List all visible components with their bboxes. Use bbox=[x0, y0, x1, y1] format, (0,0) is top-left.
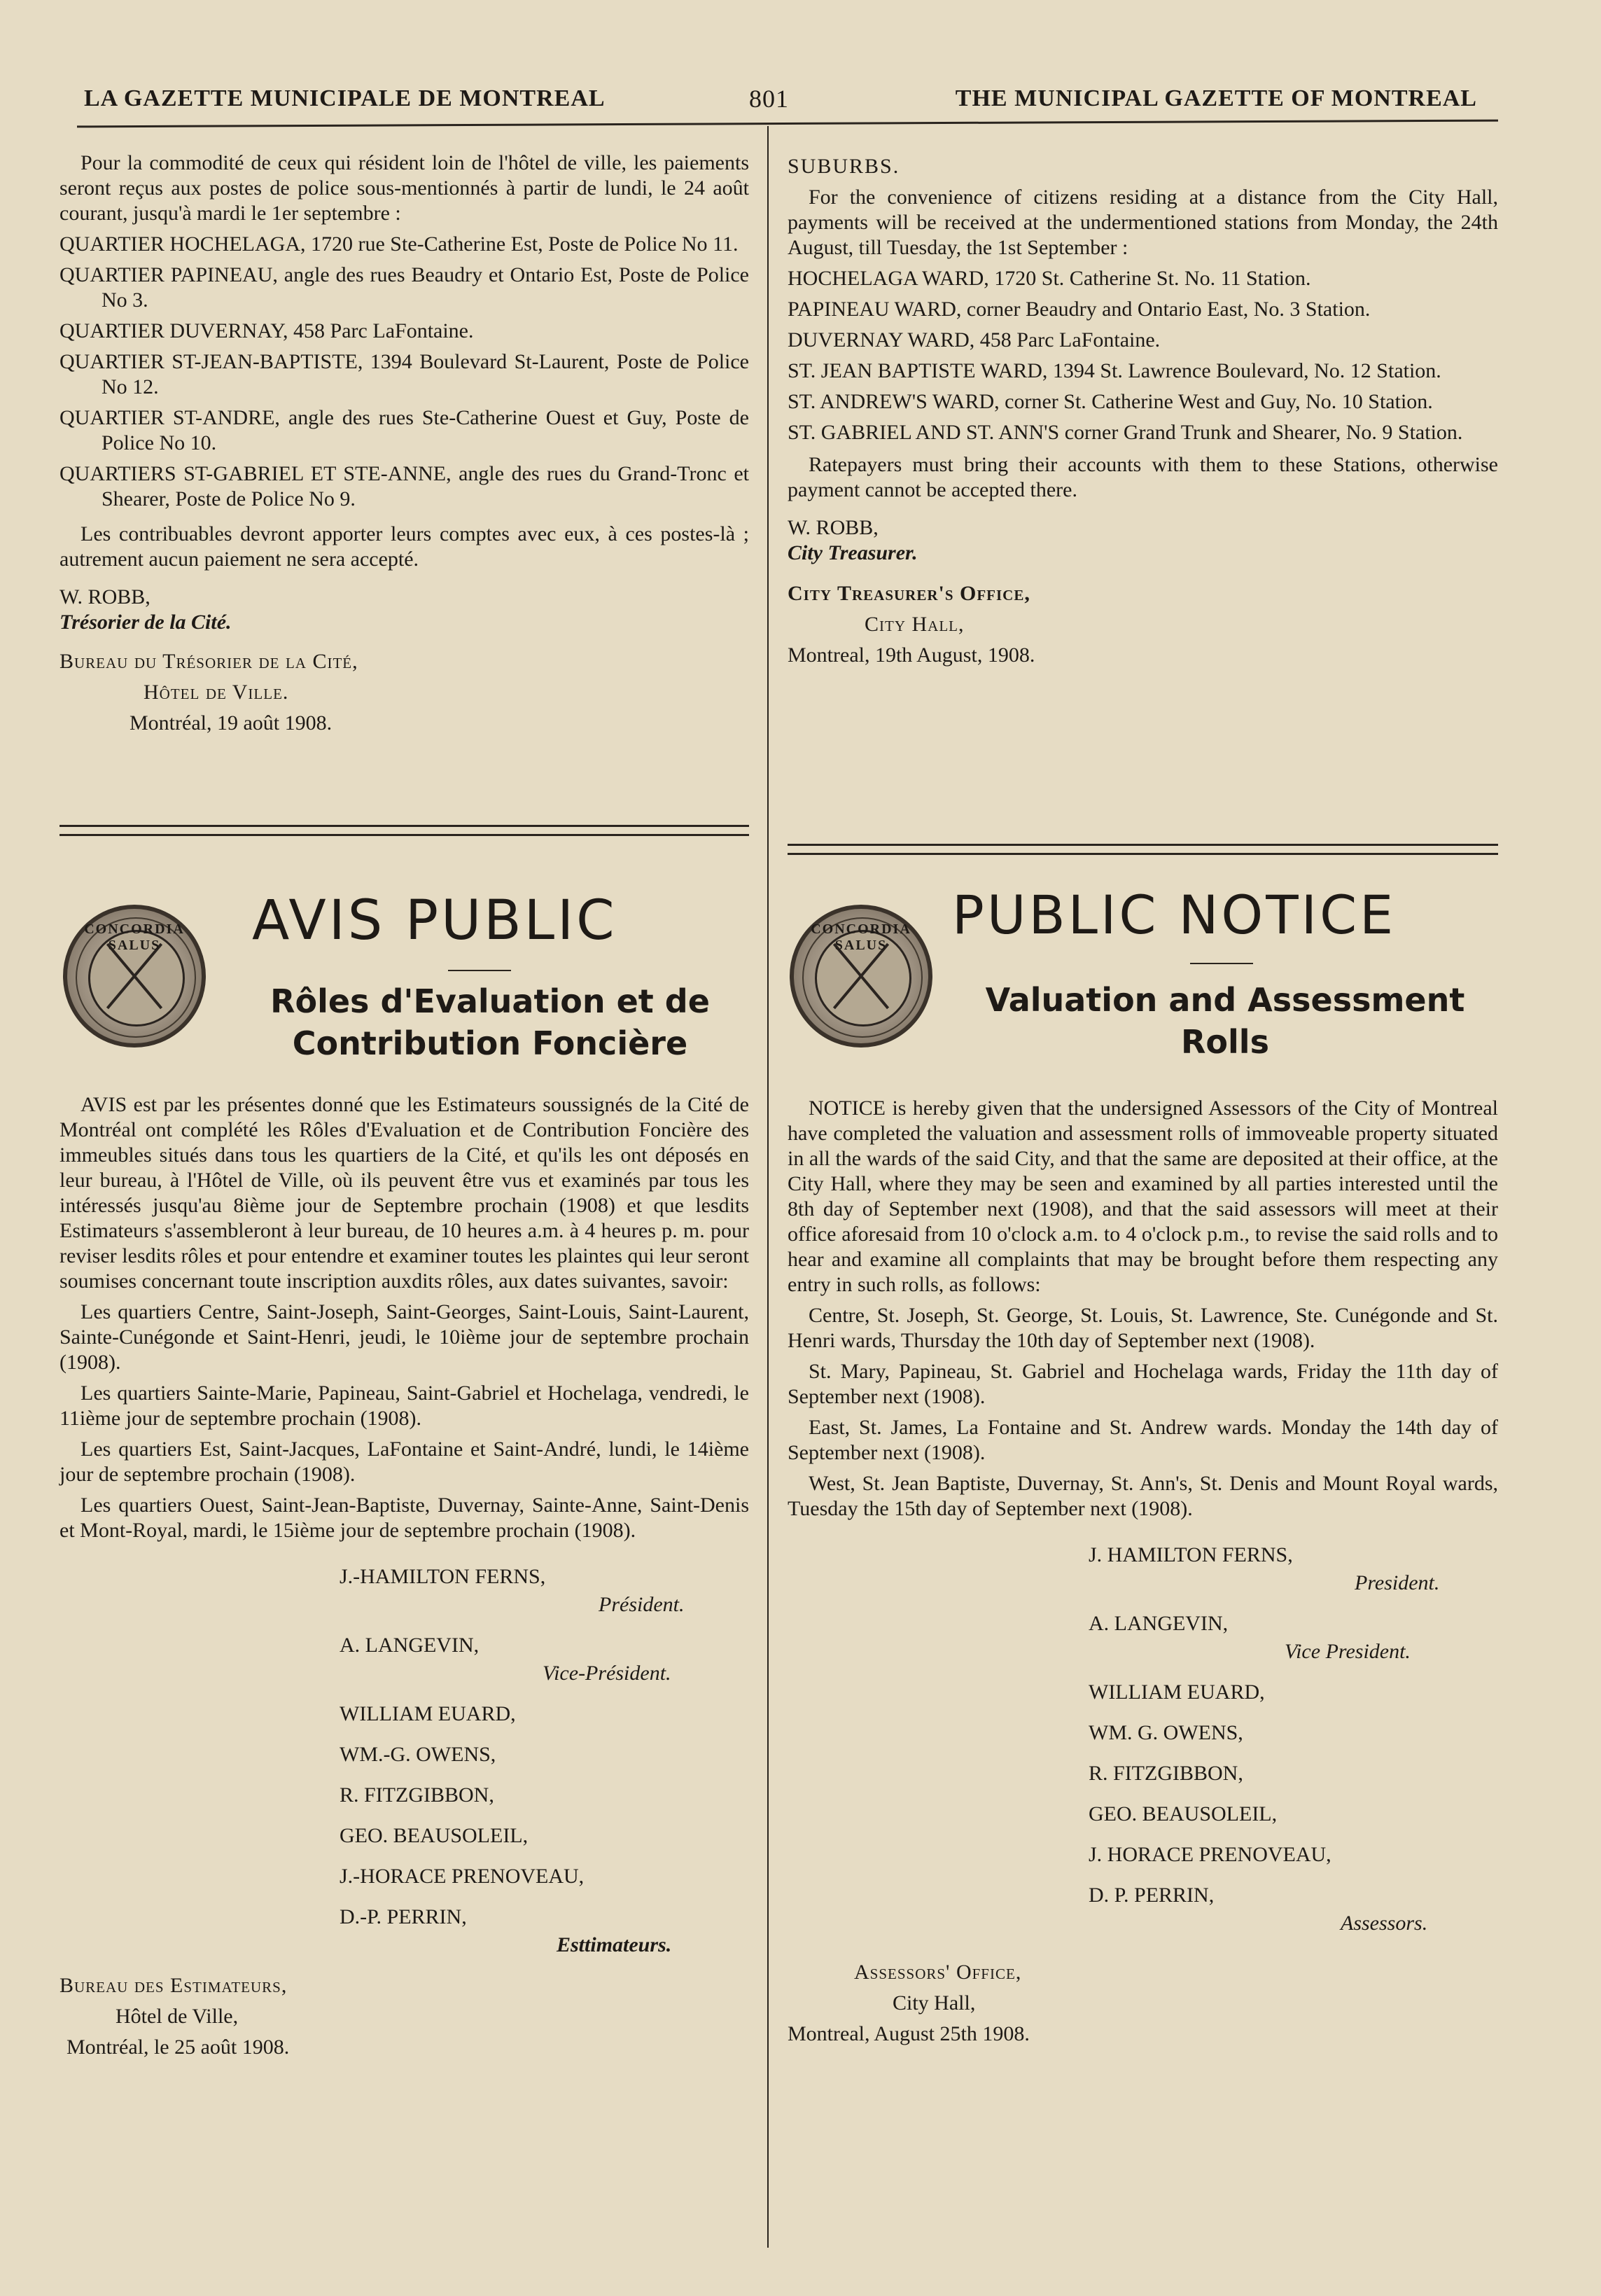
en-notice-subtitle bbox=[959, 979, 1491, 1063]
fr-subtitle-line2: Contribution Foncière bbox=[292, 1024, 688, 1062]
en-assessors-office: Assessors' Office, bbox=[854, 1961, 1022, 1984]
fr-assessors-hall: Hôtel de Ville, bbox=[116, 2005, 239, 2028]
fr-notice-p3: Les quartiers Sainte-Marie, Papineau, Saint-Gabriel et Hochelaga, vendredi, le 11ième jour de septembre prochain (1908). bbox=[60, 1382, 749, 1430]
fr-signatories bbox=[60, 1564, 749, 1958]
fr-name: R. FITZGIBBON, bbox=[340, 1783, 494, 1807]
en-item: ST. GABRIEL AND ST. ANN'S corner Grand Trunk and Shearer, No. 9 Station. bbox=[788, 421, 1463, 444]
en-section-rule bbox=[788, 844, 1498, 855]
fr-item: QUARTIER ST-JEAN-BAPTISTE, 1394 Boulevard St-Laurent, Poste de Police No 12. bbox=[60, 350, 749, 398]
fr-notice-p4: Les quartiers Est, Saint-Jacques, LaFontaine et Saint-André, lundi, le 14ième jour de septembre prochain (1908). bbox=[60, 1438, 749, 1486]
fr-role: Vice-Président. bbox=[543, 1662, 671, 1685]
page-number: 801 bbox=[749, 85, 789, 113]
en-notice-p3: St. Mary, Papineau, St. Gabriel and Hochelaga wards, Friday the 11th day of September next (1908). bbox=[788, 1360, 1498, 1408]
fr-date: Montréal, 19 août 1908. bbox=[130, 711, 333, 735]
fr-name: J.-HAMILTON FERNS, bbox=[340, 1565, 546, 1588]
en-subtitle-line1: Valuation and Assessment bbox=[985, 981, 1465, 1019]
header-rule bbox=[77, 120, 1498, 128]
en-signature-name: W. ROBB, bbox=[788, 516, 879, 539]
en-notice-p1: NOTICE is hereby given that the undersigned Assessors of the City of Montreal have completed the valuation and assessment rolls of immoveable property situated in all the wards of the said City, and that the same are deposited at their office, at the City Hall, where they may be seen and examined by all parties interested until the 8th day of September next (1908), and that the said assessors will meet at their office aforesaid from 10 o'clock a.m. to 4 o'clock p.m., to revise the said rolls and to hear and examine all complaints that may be brought before them respecting any entry in such rolls, as follows: bbox=[788, 1097, 1498, 1296]
fr-section-rule bbox=[60, 825, 749, 836]
en-role: Assessors. bbox=[1341, 1912, 1428, 1935]
fr-item: QUARTIER HOCHELAGA, 1720 rue Ste-Catherine Est, Poste de Police No 11. bbox=[60, 232, 739, 256]
header-left-title: LA GAZETTE MUNICIPALE DE MONTREAL bbox=[84, 85, 606, 111]
seal-motto: CONCORDIA SALUS bbox=[811, 921, 911, 953]
en-item: DUVERNAY WARD, 458 Parc LaFontaine. bbox=[788, 328, 1161, 352]
en-role: Vice President. bbox=[1285, 1640, 1411, 1663]
fr-item: QUARTIER DUVERNAY, 458 Parc LaFontaine. bbox=[60, 319, 474, 342]
en-name: GEO. BEAUSOLEIL, bbox=[1089, 1802, 1278, 1825]
en-item: PAPINEAU WARD, corner Beaudry and Ontario East, No. 3 Station. bbox=[788, 298, 1371, 321]
fr-title-rule bbox=[448, 970, 511, 971]
en-notice-title: PUBLIC NOTICE bbox=[952, 884, 1397, 946]
en-notice-p2: Centre, St. Joseph, St. George, St. Louis, St. Lawrence, Ste. Cunégonde and St. Henri wards, Thursday the 10th day of September next (1908). bbox=[788, 1304, 1498, 1352]
city-seal-icon bbox=[63, 905, 206, 1048]
en-title-rule bbox=[1190, 963, 1253, 964]
fr-signature-title: Trésorier de la Cité. bbox=[60, 611, 232, 634]
en-date: Montreal, 19th August, 1908. bbox=[788, 643, 1035, 667]
fr-name: D.-P. PERRIN, bbox=[340, 1905, 467, 1928]
fr-notice-p5: Les quartiers Ouest, Saint-Jean-Baptiste, Duvernay, Sainte-Anne, Saint-Denis et Mont-Royal, mardi, le 15ième jour de septembre prochain (1908). bbox=[60, 1494, 749, 1542]
en-name: J. HAMILTON FERNS, bbox=[1089, 1543, 1293, 1566]
page-header bbox=[77, 78, 1505, 120]
fr-role: Président. bbox=[599, 1593, 685, 1616]
en-item: ST. JEAN BAPTISTE WARD, 1394 St. Lawrence Boulevard, No. 12 Station. bbox=[788, 359, 1441, 382]
fr-subtitle-line1: Rôles d'Evaluation et de bbox=[270, 982, 710, 1020]
en-name: D. P. PERRIN, bbox=[1089, 1884, 1215, 1907]
en-closing: Ratepayers must bring their accounts with them to these Stations, otherwise payment cannot be accepted there. bbox=[788, 453, 1498, 501]
en-role: President. bbox=[1355, 1571, 1440, 1594]
fr-name: WILLIAM EUARD, bbox=[340, 1702, 516, 1725]
seal-motto: CONCORDIA SALUS bbox=[84, 921, 185, 953]
en-name: A. LANGEVIN, bbox=[1089, 1612, 1229, 1635]
fr-name: A. LANGEVIN, bbox=[340, 1634, 480, 1657]
fr-name: WM.-G. OWENS, bbox=[340, 1743, 496, 1766]
en-assessment-notice bbox=[788, 1096, 1498, 2052]
header-right-title: THE MUNICIPAL GAZETTE OF MONTREAL bbox=[955, 85, 1477, 111]
fr-notice-title: AVIS PUBLIC bbox=[252, 889, 617, 952]
fr-item: QUARTIERS ST-GABRIEL ET STE-ANNE, angle des rues du Grand-Tronc et Shearer, Poste de Police No 9. bbox=[60, 462, 749, 510]
fr-signature-name: W. ROBB, bbox=[60, 585, 151, 608]
fr-suburbs-notice bbox=[60, 151, 749, 742]
fr-role: Esttimateurs. bbox=[557, 1933, 672, 1956]
en-name: WM. G. OWENS, bbox=[1089, 1721, 1243, 1744]
en-name: WILLIAM EUARD, bbox=[1089, 1681, 1265, 1704]
fr-assessors-date: Montréal, le 25 août 1908. bbox=[67, 2036, 290, 2059]
fr-intro: Pour la commodité de ceux qui résident loin de l'hôtel de ville, les paiements seront reçus aux postes de police sous-mentionnés à partir de lundi, le 24 août courant, jusqu'à mardi le 1er septembre : bbox=[60, 151, 749, 225]
en-name: J. HORACE PRENOVEAU, bbox=[1089, 1843, 1331, 1866]
en-notice-p4: East, St. James, La Fontaine and St. Andrew wards. Monday the 14th day of September next (1908). bbox=[788, 1416, 1498, 1464]
fr-office-line1: Bureau du Trésorier de la Cité, bbox=[60, 650, 358, 673]
fr-notice-subtitle bbox=[231, 980, 749, 1064]
en-subtitle-line2: Rolls bbox=[1181, 1023, 1269, 1061]
fr-notice-p2: Les quartiers Centre, Saint-Joseph, Saint-Georges, Saint-Louis, Saint-Laurent, Sainte-Cunégonde et Saint-Henri, jeudi, le 10ième jour de septembre prochain (1908). bbox=[60, 1300, 749, 1374]
en-signatories bbox=[788, 1543, 1498, 1936]
en-item: ST. ANDREW'S WARD, corner St. Catherine West and Guy, No. 10 Station. bbox=[788, 390, 1433, 413]
en-suburbs-title: SUBURBS. bbox=[788, 155, 900, 178]
fr-name: GEO. BEAUSOLEIL, bbox=[340, 1824, 529, 1847]
fr-item: QUARTIER PAPINEAU, angle des rues Beaudry et Ontario Est, Poste de Police No 3. bbox=[60, 263, 749, 312]
en-name: R. FITZGIBBON, bbox=[1089, 1762, 1243, 1785]
column-divider bbox=[767, 126, 769, 2248]
en-signature-title: City Treasurer. bbox=[788, 541, 918, 564]
fr-notice-p1: AVIS est par les présentes donné que les Estimateurs soussignés de la Cité de Montréal ont complété les Rôles d'Evaluation et de Contribution Foncière des immeubles situés dans tous les quartiers de la Cité, et qu'ils les ont déposés en leur bureau, à l'Hôtel de Ville, où ils peuvent être vus et examinés par tous les intéressés jusqu'au 8ième jour de Septembre prochain (1908) et que lesdits Estimateurs s'assembleront à leur bureau, de 10 heures a.m. à 4 heures p. m. pour reviser lesdits rôles et pour entendre et examiner toutes les plaintes qui leur seront soumises concernant toute inscription auxdits rôles, aux dates suivantes, savoir: bbox=[60, 1093, 749, 1293]
en-assessors-date: Montreal, August 25th 1908. bbox=[788, 2022, 1030, 2045]
en-office-line2: City Hall, bbox=[865, 613, 965, 636]
fr-assessors-office: Bureau des Estimateurs, bbox=[60, 1974, 288, 1997]
en-item: HOCHELAGA WARD, 1720 St. Catherine St. No. 11 Station. bbox=[788, 267, 1311, 290]
fr-assessment-notice bbox=[60, 1092, 749, 2066]
en-office-line1: City Treasurer's Office, bbox=[788, 582, 1030, 605]
en-assessors-hall: City Hall, bbox=[893, 1991, 976, 2015]
fr-closing: Les contribuables devront apporter leurs comptes avec eux, à ces postes-là ; autrement aucun paiement ne sera accepté. bbox=[60, 522, 749, 571]
en-intro: For the convenience of citizens residing at a distance from the City Hall, payments will be received at the undermentioned stations from Monday, the 24th August, till Tuesday, the 1st September : bbox=[788, 186, 1498, 259]
fr-office-line2: Hôtel de Ville. bbox=[144, 681, 289, 704]
fr-item: QUARTIER ST-ANDRE, angle des rues Ste-Catherine Ouest et Guy, Poste de Police No 10. bbox=[60, 406, 749, 454]
en-notice-p5: West, St. Jean Baptiste, Duvernay, St. Ann's, St. Denis and Mount Royal wards, Tuesday the 15th day of September next (1908). bbox=[788, 1472, 1498, 1520]
fr-name: J.-HORACE PRENOVEAU, bbox=[340, 1865, 585, 1888]
city-seal-icon bbox=[790, 905, 932, 1048]
en-suburbs-notice bbox=[788, 154, 1498, 674]
